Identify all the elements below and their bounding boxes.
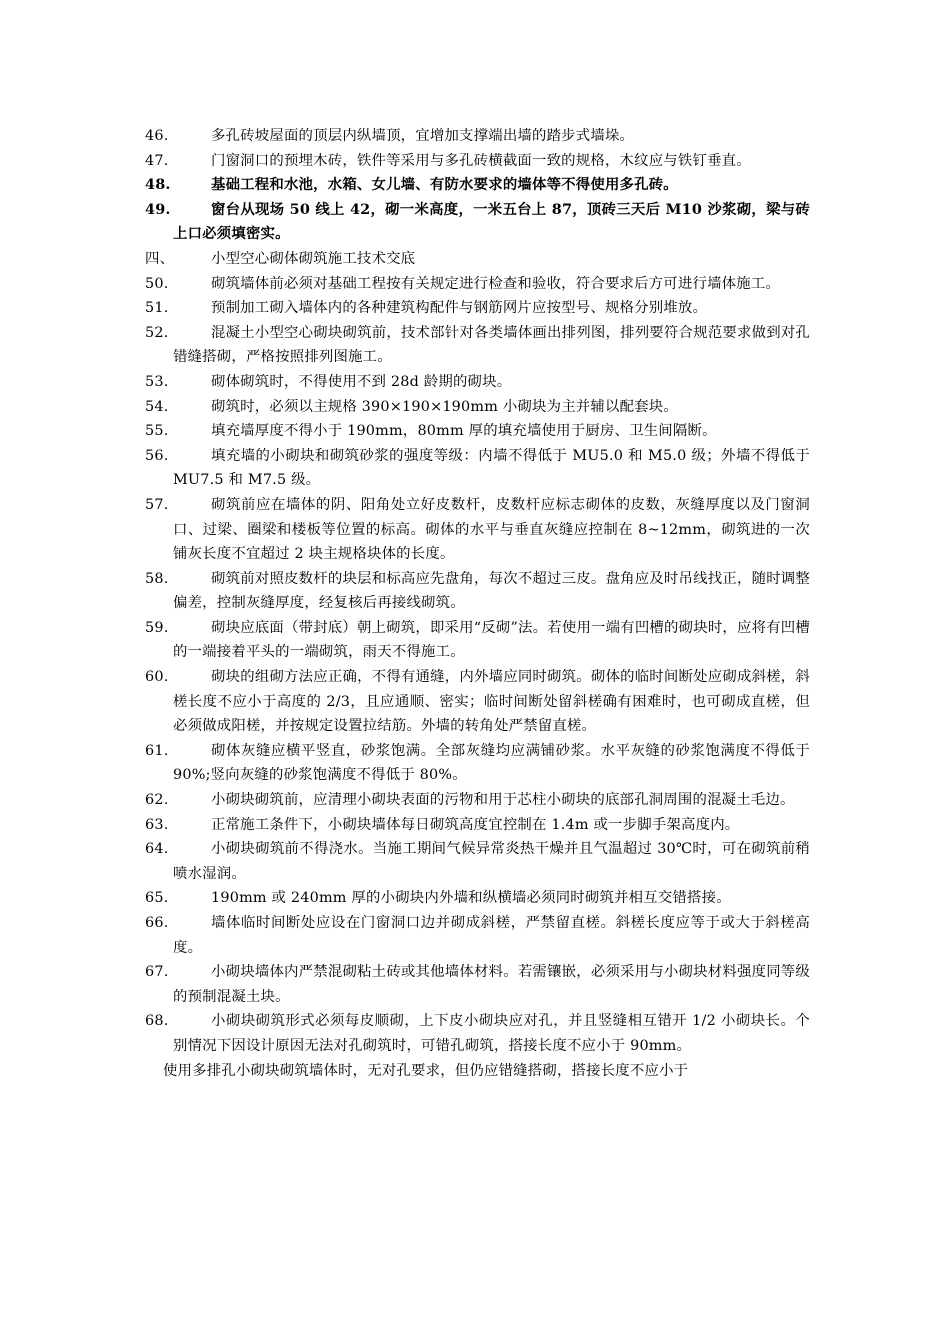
item-text: 门窗洞口的预埋木砖，铁件等采用与多孔砖横截面一致的规格，木纹应与铁钉垂直。	[211, 152, 751, 169]
document-body	[145, 124, 810, 1083]
list-item	[145, 665, 810, 739]
list-item	[145, 960, 810, 1009]
list-item	[145, 296, 810, 321]
item-text: 预制加工砌入墙体内的各种建筑构配件与钢筋网片应按型号、规格分别堆放。	[211, 300, 708, 317]
item-number: 65.	[145, 890, 169, 907]
item-number: 68.	[145, 1013, 169, 1030]
item-text: 小型空心砌体砌筑施工技术交底	[211, 250, 416, 267]
item-text: 砌筑时，必须以主规格 390×190×190mm 小砌块为主并辅以配套块。	[211, 398, 678, 415]
item-number: 四、	[145, 250, 175, 267]
item-text: 砌块应底面（带封底）朝上砌筑，即采用“反砌”法。若使用一端有凹槽的砌块时，应将有凹槽的一端接着平头的一端砌筑，雨天不得施工。	[173, 619, 810, 661]
item-number: 47.	[145, 152, 169, 169]
item-number: 63.	[145, 816, 169, 833]
list-item	[145, 272, 810, 297]
item-number: 50.	[145, 275, 169, 292]
item-number: 57.	[145, 496, 169, 513]
item-number: 64.	[145, 841, 169, 858]
item-number: 46.	[145, 128, 169, 144]
item-text: 砌筑前对照皮数杆的块层和标高应先盘角，每次不超过三皮。盘角应及时吊线找正，随时调整偏差，控制灰缝厚度，经复核后再接线砌筑。	[173, 570, 810, 612]
list-item	[145, 813, 810, 838]
item-text: 小砌块砌筑形式必须每皮顺砌，上下皮小砌块应对孔，并且竖缝相互错开 1/2 小砌块长。个别情况下因设计原因无法对孔砌筑时，可错孔砌筑，搭接长度不应小于 90mm。	[173, 1013, 810, 1054]
item-number: 61.	[145, 742, 169, 759]
list-item	[145, 124, 810, 149]
item-text: 小砌块墙体内严禁混砌粘土砖或其他墙体材料。若需镶嵌，必须采用与小砌块材料强度同等级的预制混凝土块。	[173, 964, 810, 1005]
item-number: 53.	[145, 373, 169, 390]
item-text: 砌筑前应在墙体的阴、阳角处立好皮数杆，皮数杆应标志砌体的皮数，灰缝厚度以及门窗洞口、过梁、圈梁和楼板等位置的标高。砌体的水平与垂直灰缝应控制在 8~12mm，砌筑进的一次铺灰长度不宜超过 2 块主规格块体的长度。	[173, 496, 810, 563]
item-text: 填充墙的小砌块和砌筑砂浆的强度等级：内墙不得低于 MU5.0 和 M5.0 级；外墙不得低于 MU7.5 和 M7.5 级。	[173, 447, 810, 489]
item-text: 砌块的组砌方法应正确，不得有通缝，内外墙应同时砌筑。砌体的临时间断处应砌成斜槎，斜槎长度不应小于高度的 2/3，且应通顺、密实；临时间断处留斜槎确有困难时，也可砌成直槎，但必须做成阳槎，并按规定设置拉结筋。外墙的转角处严禁留直槎。	[173, 669, 810, 735]
item-number: 55.	[145, 423, 169, 440]
list-item	[145, 149, 810, 174]
item-text: 混凝土小型空心砌块砌筑前，技术部针对各类墙体画出排列图，排列要符合规范要求做到对孔错缝搭砌，严格按照排列图施工。	[173, 324, 810, 366]
item-text: 砌筑墙体前必须对基础工程按有关规定进行检查和验收，符合要求后方可进行墙体施工。	[211, 275, 781, 292]
list-item	[145, 1009, 810, 1058]
list-item	[145, 739, 810, 788]
item-number: 48.	[145, 176, 171, 194]
list-item	[145, 247, 810, 272]
item-text: 小砌块砌筑前不得浇水。当施工期间气候异常炎热干燥并且气温超过 30℃时，可在砌筑前稍喷水湿润。	[173, 841, 810, 882]
list-item	[145, 911, 810, 960]
trailing-paragraph: 使用多排孔小砌块砌筑墙体时，无对孔要求，但仍应错缝搭砌，搭接长度不应小于	[163, 1062, 689, 1079]
item-number: 58.	[145, 570, 169, 587]
item-text: 基础工程和水池，水箱、女儿墙、有防水要求的墙体等不得使用多孔砖。	[211, 176, 678, 194]
item-number: 59.	[145, 619, 169, 636]
item-number: 62.	[145, 792, 169, 809]
item-number: 66.	[145, 915, 169, 931]
list-item	[145, 173, 810, 198]
list-item	[145, 444, 810, 493]
item-number: 67.	[145, 964, 169, 981]
list-item	[145, 198, 810, 247]
item-text: 窗台从现场 50 线上 42，砌一米高度，一米五台上 87，顶砖三天后 M10 沙浆砌，梁与砖上口必须填密实。	[173, 200, 810, 243]
item-text: 墙体临时间断处应设在门窗洞口边并砌成斜槎，严禁留直槎。斜槎长度应等于或大于斜槎高度。	[173, 915, 810, 956]
list-item	[145, 419, 810, 444]
item-number: 51.	[145, 300, 169, 317]
list-item	[145, 370, 810, 395]
list-item	[145, 616, 810, 665]
list-item	[145, 788, 810, 813]
list-item	[145, 837, 810, 886]
list-item	[145, 395, 810, 420]
item-number: 56.	[145, 447, 169, 464]
item-text: 正常施工条件下，小砌块墙体每日砌筑高度宜控制在 1.4m 或一步脚手架高度内。	[211, 816, 740, 833]
list-item	[145, 886, 810, 911]
item-number: 52.	[145, 324, 169, 341]
item-text: 砌体灰缝应横平竖直，砂浆饱满。全部灰缝均应满铺砂浆。水平灰缝的砂浆饱满度不得低于 90%;竖向灰缝的砂浆饱满度不得低于 80%。	[173, 742, 810, 784]
item-text: 多孔砖坡屋面的顶层内纵墙顶，宜增加支撑端出墙的踏步式墙垛。	[211, 128, 635, 144]
item-text: 填充墙厚度不得小于 190mm，80mm 厚的填充墙使用于厨房、卫生间隔断。	[211, 423, 717, 440]
item-number: 60.	[145, 669, 169, 686]
list-item	[145, 321, 810, 370]
item-number: 54.	[145, 398, 169, 415]
item-text: 砌体砌筑时，不得使用不到 28d 龄期的砌块。	[211, 373, 512, 390]
list-item	[145, 567, 810, 616]
item-number: 49.	[145, 200, 171, 218]
list-item	[145, 493, 810, 567]
item-text: 小砌块砌筑前，应清理小砌块表面的污物和用于芯柱小砌块的底部孔洞周围的混凝土毛边。	[211, 792, 795, 809]
item-text: 190mm 或 240mm 厚的小砌块内外墙和纵横墙必须同时砌筑并相互交错搭接。	[211, 890, 731, 907]
